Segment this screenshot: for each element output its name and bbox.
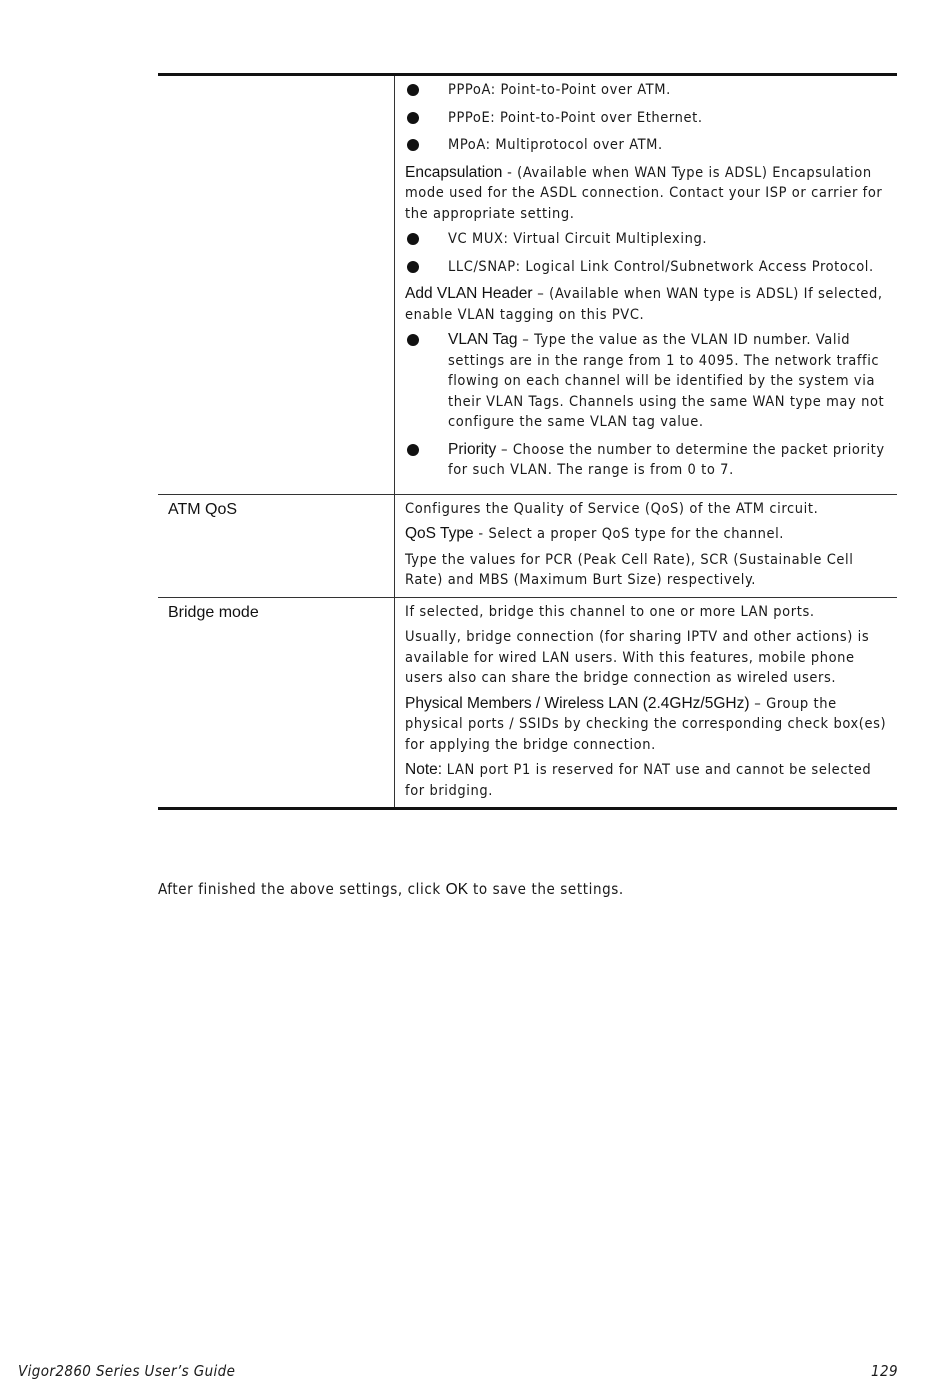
bullet-text: PPPoA: Point-to-Point over ATM. <box>448 82 671 98</box>
qos-type-paragraph <box>405 524 887 545</box>
qos-intro: Configures the Quality of Service (QoS) of the ATM circuit. <box>405 500 819 517</box>
row-description <box>395 598 897 808</box>
vlan-tag-text: – Type the value as the VLAN ID number. Valid settings are in the range from 1 to 4095. The network traffic flowing on each channel will be identified by the system via their VLAN Tags. Channels using the same WAN type may not configure the same VLAN tag value. <box>448 332 885 430</box>
vlan-header-term: Add VLAN Header <box>405 285 533 302</box>
list-item <box>405 108 887 129</box>
bullet-icon <box>407 139 419 151</box>
vlan-header-paragraph <box>405 284 887 325</box>
priority-text: – Choose the number to determine the packet priority for such VLAN. The range is from 0 to 7. <box>448 441 885 478</box>
bullet-icon <box>407 84 419 96</box>
row-description <box>395 76 897 494</box>
members-text: – Group the physical ports / SSIDs by checking the corresponding check box(es) for applying the bridge connection. <box>405 695 887 753</box>
row-label <box>158 76 395 494</box>
note-paragraph <box>405 760 887 801</box>
page-number: 129 <box>871 1362 898 1380</box>
row-label: ATM QoS <box>158 495 395 597</box>
bullet-text: MPoA: Multiprotocol over ATM. <box>448 137 663 153</box>
vlan-header-text: – (Available when WAN type is ADSL) If selected, enable VLAN tagging on this PVC. <box>405 286 883 323</box>
members-paragraph <box>405 694 887 756</box>
bullet-icon <box>407 334 419 346</box>
table-row <box>158 76 897 494</box>
list-item <box>405 229 887 250</box>
guide-title: Vigor2860 Series User’s Guide <box>18 1362 236 1380</box>
bridge-usage: Usually, bridge connection (for sharing IPTV and other actions) is available for wired LAN users. With this features, mobile phone users also can share the bridge connection as wireled users. <box>405 629 870 686</box>
note-text: LAN port P1 is reserved for NAT use and cannot be selected for bridging. <box>405 762 872 799</box>
list-item <box>405 80 887 101</box>
settings-table <box>158 73 897 810</box>
note-suffix: to save the settings. <box>468 880 624 898</box>
priority-term: Priority <box>448 440 497 458</box>
page-footer <box>18 1362 898 1380</box>
list-item <box>405 440 887 481</box>
bullet-text: VC MUX: Virtual Circuit Multiplexing. <box>448 231 708 247</box>
note-prefix: After finished the above settings, click <box>158 880 446 898</box>
bullet-text <box>448 440 887 481</box>
bridge-intro: If selected, bridge this channel to one or more LAN ports. <box>405 603 815 620</box>
members-term: Physical Members / Wireless LAN (2.4GHz/5GHz) <box>405 694 750 712</box>
list-item <box>405 257 887 278</box>
after-settings-note <box>158 880 624 899</box>
bullet-icon <box>407 233 419 245</box>
row-description <box>395 495 897 597</box>
bullet-text <box>448 330 887 433</box>
qos-type-text: - Select a proper QoS type for the channel. <box>473 526 785 542</box>
bullet-icon <box>407 444 419 456</box>
encapsulation-paragraph <box>405 163 887 225</box>
bullet-icon <box>407 261 419 273</box>
note-term: Note: <box>405 761 443 778</box>
qos-values-paragraph: Type the values for PCR (Peak Cell Rate), SCR (Sustainable Cell Rate) and MBS (Maximum Burt Size) respectively. <box>405 551 854 588</box>
list-item <box>405 135 887 156</box>
table-row <box>158 494 897 597</box>
vlan-tag-term: VLAN Tag <box>448 331 518 348</box>
table-row <box>158 597 897 808</box>
list-item <box>405 330 887 433</box>
ok-button-label: OK <box>445 881 469 898</box>
row-label: Bridge mode <box>158 598 395 808</box>
bullet-text: LLC/SNAP: Logical Link Control/Subnetwork Access Protocol. <box>448 258 874 275</box>
bullet-text: PPPoE: Point-to-Point over Ethernet. <box>448 109 703 126</box>
encapsulation-term: Encapsulation <box>405 163 503 181</box>
encapsulation-text: - (Available when WAN Type is ADSL) Encapsulation mode used for the ASDL connection. Contact your ISP or carrier for the appropriate setting. <box>405 164 883 222</box>
qos-type-term: QoS Type <box>405 525 474 542</box>
bullet-icon <box>407 112 419 124</box>
